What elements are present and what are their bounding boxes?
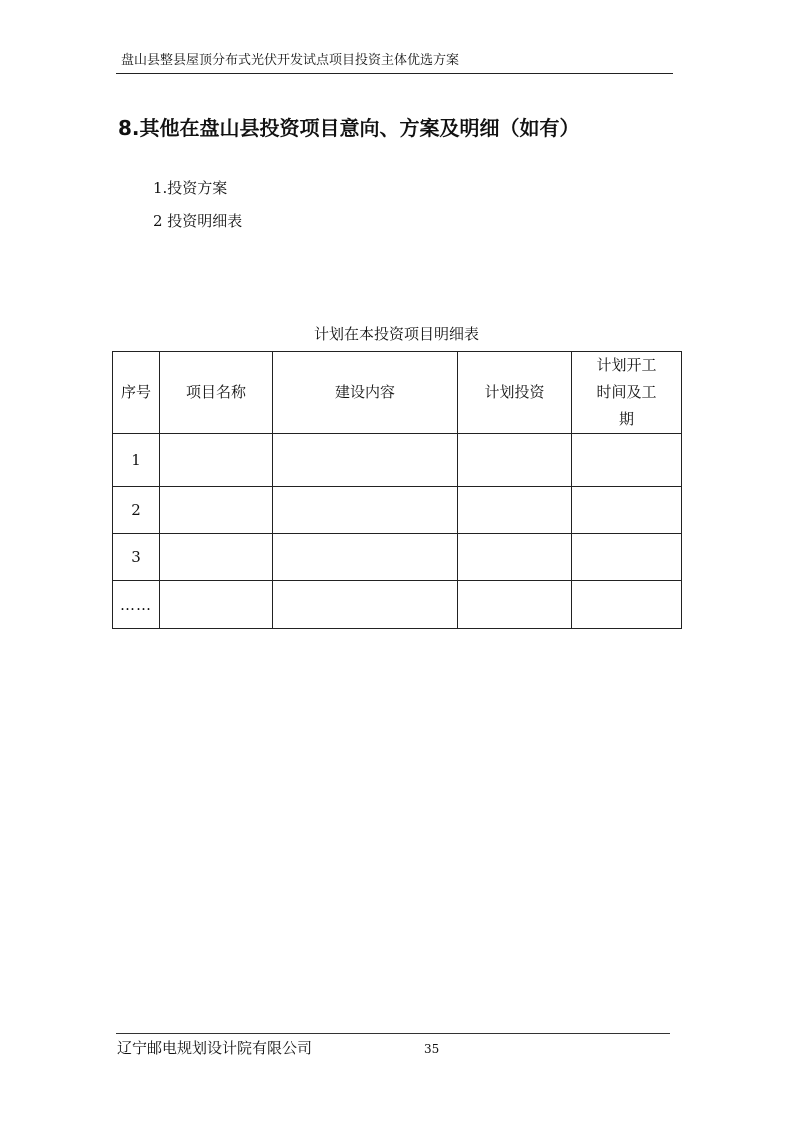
table-cell-project-name xyxy=(160,534,273,581)
table-row xyxy=(113,534,682,581)
table-cell-index: 2 xyxy=(113,487,160,534)
table-header-row xyxy=(113,352,682,434)
list-item-investment-plan: 1.投资方案 xyxy=(153,179,228,197)
table-cell-planned-investment xyxy=(458,487,572,534)
table-cell-planned-investment xyxy=(458,434,572,487)
table-row xyxy=(113,487,682,534)
table-cell-start-time-duration xyxy=(572,581,682,629)
table-row xyxy=(113,581,682,629)
table-cell-project-name xyxy=(160,581,273,629)
column-header-index: 序号 xyxy=(113,352,160,434)
header-divider xyxy=(116,73,673,74)
table-cell-project-name xyxy=(160,434,273,487)
section-heading: 8.其他在盘山县投资项目意向、方案及明细（如有） xyxy=(118,116,580,140)
table-cell-construction-content xyxy=(273,534,458,581)
footer-company-name: 辽宁邮电规划设计院有限公司 xyxy=(117,1039,313,1057)
table-cell-index: …… xyxy=(113,581,160,629)
table-cell-start-time-duration xyxy=(572,534,682,581)
table-row xyxy=(113,434,682,487)
table-cell-construction-content xyxy=(273,434,458,487)
page-number: 35 xyxy=(424,1042,440,1056)
column-header-start-time-duration xyxy=(572,352,682,434)
table-cell-planned-investment xyxy=(458,534,572,581)
column-header-project-name: 项目名称 xyxy=(160,352,273,434)
investment-detail-table xyxy=(112,351,682,629)
column-header-planned-investment: 计划投资 xyxy=(458,352,572,434)
table-cell-construction-content xyxy=(273,487,458,534)
table-cell-planned-investment xyxy=(458,581,572,629)
table-cell-construction-content xyxy=(273,581,458,629)
column-header-construction-content: 建设内容 xyxy=(273,352,458,434)
table-cell-start-time-duration xyxy=(572,434,682,487)
table-cell-index: 1 xyxy=(113,434,160,487)
running-header-title: 盘山县整县屋顶分布式光伏开发试点项目投资主体优选方案 xyxy=(121,53,460,68)
footer-divider xyxy=(116,1033,670,1034)
column-header-start-time-duration-label: 计划开工时间及工期 xyxy=(596,356,657,428)
table-cell-project-name xyxy=(160,487,273,534)
table-caption: 计划在本投资项目明细表 xyxy=(313,325,479,343)
table-cell-start-time-duration xyxy=(572,487,682,534)
list-item-investment-detail: 2 投资明细表 xyxy=(153,212,243,230)
table-cell-index: 3 xyxy=(113,534,160,581)
